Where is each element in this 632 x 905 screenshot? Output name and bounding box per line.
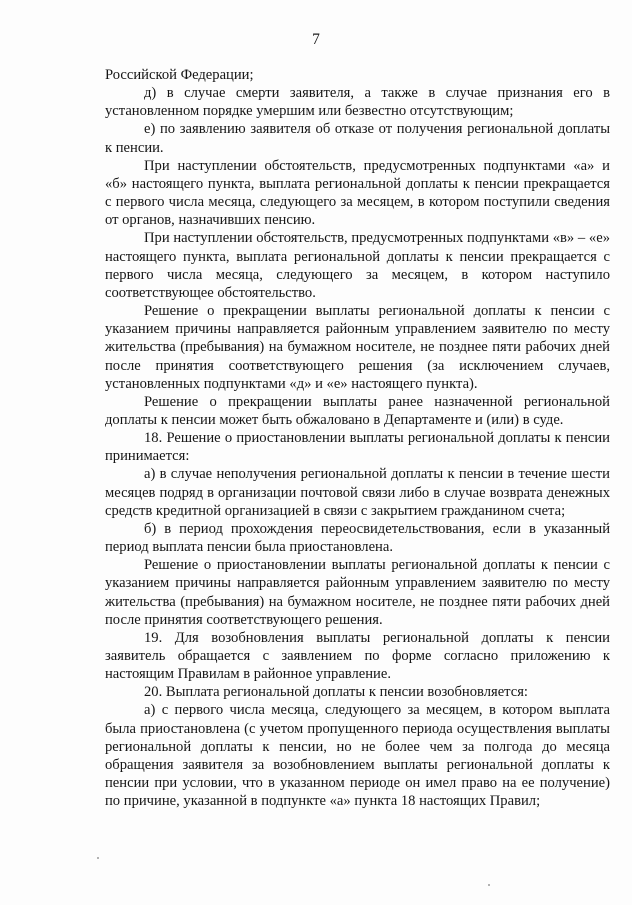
paragraph-termination-notice: Решение о прекращении выплаты региональной доплаты к пенсии с указанием причины направляется районным управлением заявителю по месту жительства (пребывания) на бумажном носителе, не позднее пяти рабочих дней после принятия соответствующего решения (за исключением случаев, установленных подпунктами «д» и «е» настоящего пункта). (105, 303, 610, 392)
paragraph-item-20: 20. Выплата региональной доплаты к пенсии возобновляется: (144, 684, 528, 701)
paragraph-appeal: Решение о прекращении выплаты ранее назначенной региональной доплаты к пенсии может быть обжаловано в Департаменте и (или) в суде. (105, 393, 610, 428)
scan-speck (488, 884, 490, 886)
paragraph-item-18-a: а) в случае неполучения региональной доплаты к пенсии в течение шести месяцев подряд в организации почтовой связи либо в случае возврата денежных средств кредитной организацией в связи с закрытием гражданином счета; (105, 466, 610, 519)
paragraph-item-18: 18. Решение о приостановлении выплаты региональной доплаты к пенсии принимается: (105, 430, 610, 465)
paragraph-item-20-a: а) с первого числа месяца, следующего за месяцем, в котором выплата была приостановлена (с учетом пропущенного периода осуществления выплаты региональной доплаты к пенсии, но не более чем за полгода до месяца обращения заявителя за возобновлением выплаты региональной доплаты к пенсии при условии, что в указанном периоде он имел право на ее получение) по причине, указанной в подпункте «а» пункта 18 настоящих Правил; (105, 702, 610, 810)
document-body (105, 66, 610, 810)
paragraph-item-18-b: б) в период прохождения переосвидетельствования, если в указанный период выплата пенсии была приостановлена. (105, 520, 610, 556)
paragraph-subitem-d: д) в случае смерти заявителя, а также в случае признания его в установленном порядке умершим или безвестно отсутствующим; (105, 85, 610, 120)
paragraph-termination-v-e: При наступлении обстоятельств, предусмотренных подпунктами «в» – «е» настоящего пункта, выплата региональной доплаты к пенсии прекращается с первого числа месяца, следующего за месяцем, в котором наступило соответствующее обстоятельство. (105, 230, 610, 301)
scan-speck (97, 857, 99, 859)
paragraph-item-19: 19. Для возобновления выплаты региональной доплаты к пенсии заявитель обращается с заявлением по форме согласно приложению к настоящим Правилам в районное управление. (105, 629, 610, 683)
paragraph-continuation: Российской Федерации; (105, 67, 254, 83)
paragraph-suspension-notice: Решение о приостановлении выплаты региональной доплаты к пенсии с указанием причины направляется районным управлением заявителю по месту жительства (пребывания) на бумажном носителе, не позднее пяти рабочих дней после принятия соответствующего решения. (105, 557, 610, 628)
paragraph-subitem-e: е) по заявлению заявителя об отказе от получения региональной доплаты к пенсии. (105, 121, 610, 156)
page-number: 7 (312, 31, 320, 48)
paragraph-termination-a-b: При наступлении обстоятельств, предусмотренных подпунктами «а» и «б» настоящего пункта, выплата региональной доплаты к пенсии прекращается с первого числа месяца, следующего за месяцем, в котором поступили сведения от органов, назначивших пенсию. (105, 157, 610, 229)
